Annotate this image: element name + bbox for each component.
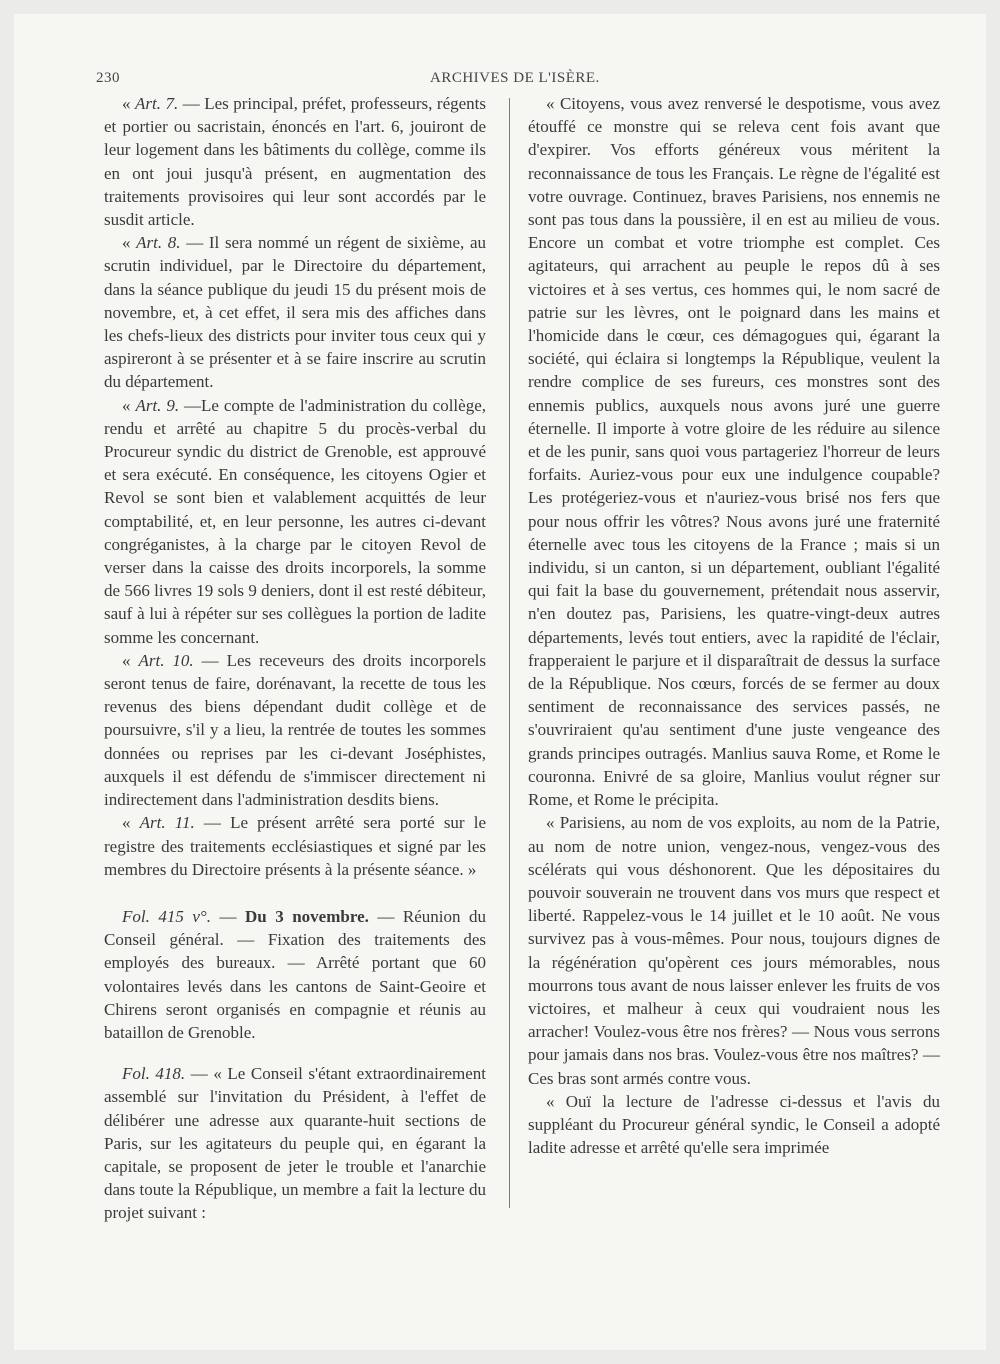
quote-mark: « bbox=[122, 233, 137, 253]
article-label: Art. 9. bbox=[135, 395, 180, 415]
left-column bbox=[104, 92, 486, 1225]
address-paragraph-2: « Parisiens, au nom de vos exploits, au nom de la Patrie, au nom de notre union, vengez-nous, vengez-vous des scélérats qui vous déshonorent. Que les dépositaires du pouvoir souverain ne trouvent dans vos murs que respect et liberté. Rappelez-vous le 14 juillet et le 10 août. Ne vous survivez pas à vous-mêmes. Pour nous, toujours dignes de la régénération qu'opèrent ces jours mémorables, nous mourrons tous avant de nous laisser enlever les fruits de vos victoires, et malheur à ceux qui voudraient nous les arracher! Voulez-vous être nos frères? — Nous vous serrons pour jamais dans nos bras. Voulez-vous être nos maîtres? — Ces bras sont armés contre vous. bbox=[528, 813, 940, 1088]
folio-label: Fol. 418. bbox=[122, 1064, 186, 1084]
article-label: Art. 8. bbox=[136, 233, 181, 253]
quote-mark: « bbox=[122, 94, 135, 113]
entry-date: Du 3 novembre. bbox=[244, 906, 369, 926]
quote-mark: « bbox=[122, 650, 139, 670]
article-label: Art. 10. bbox=[138, 650, 194, 670]
quote-mark: « bbox=[122, 813, 140, 833]
address-paragraph-1: « Citoyens, vous avez renversé le despotisme, vous avez étouffé ce monstre qui se releva cent fois avant que d'expirer. Vos efforts généreux vous méritent la reconnaissance de tous les Français. Le règne de l'égalité est votre ouvrage. Continuez, braves Parisiens, nos ennemis ne sont pas tous dans la poussière, il en est au milieu de vous. Encore un combat et votre triomphe est complet. Ces agitateurs, qui arrachent au peuple le repos dû à ses victoires et à ses vertus, ces hommes qui, le nom sacré de patrie sur les lèvres, ont le poignard dans les mains et l'homicide dans le cœur, ces démagogues qui, égarant la société, qui éclaira si longtemps la République, veulent la rendre complice de ses fureurs, ces monstres sont des ennemis publics, auxquels nous avons juré une guerre éternelle. Il importe à votre gloire de les réduire au silence et de les punir, sans quoi vous partageriez l'horreur de leurs forfaits. Auriez-vous pour eux une indulgence coupable? Les protégeriez-vous et n'auriez-vous brisé nos fers que pour nous offrir les vôtres? Nous avons juré une fraternité éternelle avec tous les citoyens de la France ; mais si un individu, si un canton, si un département, oubliant l'égalité qui fait la base du gouvernement, prétendait nous asservir, n'en doutez pas, Parisiens, les quatre-vingt-deux autres départements, levés tout entiers, avec la rapidité de l'éclair, frapperaient le parjure et il disparaîtrait de dessus la surface de la République. Nos cœurs, forcés de se fermer au doux sentiment de reconnaissance des services passés, ne s'ouvriraient qu'au sentiment d'une juste vengeance des grands principes outragés. Manlius sauva Rome, et Rome le couronna. Enivré de sa gloire, Manlius voulut régner sur Rome, et Rome le précipita. bbox=[528, 94, 940, 810]
folio-415-entry bbox=[104, 905, 486, 1044]
column-divider bbox=[509, 98, 510, 1208]
article-8-paragraph bbox=[104, 231, 486, 393]
entry-text: — « Le Conseil s'étant extraordinairement assemblé sur l'invitation du Président, à l'effet de délibérer une adresse aux quarante-huit sections de Paris, sur les agitateurs du peuple qui, en égarant la capitale, se proposent de jeter le trouble et l'anarchie dans toute la République, un membre a fait la lecture du projet suivant : bbox=[104, 1064, 487, 1223]
dash: — bbox=[210, 906, 245, 926]
page-number: 230 bbox=[96, 70, 120, 86]
article-label: Art. 7. bbox=[135, 94, 179, 113]
article-text: — Le présent arrêté sera porté sur le registre des traitements ecclésiastiques et signé par les membres du Directoire présents à la présente séance. » bbox=[104, 813, 487, 879]
right-column bbox=[528, 92, 940, 1159]
folio-label: Fol. 415 v°. bbox=[122, 906, 211, 926]
quote-mark: « bbox=[122, 395, 136, 415]
resolution-paragraph: « Ouï la lecture de l'adresse ci-dessus et l'avis du suppléant du Procureur général syndic, le Conseil a adopté ladite adresse et arrêté qu'elle sera imprimée bbox=[528, 1091, 940, 1158]
article-text: — Les principal, préfet, professeurs, régents et portier ou sacristain, énoncés en l'art. 6, jouiront de leur logement dans les bâtiments du collège, comme ils en ont joui jusqu'à présent, en augmentation des traitements provisoires qui leur sont accordés par le susdit article. bbox=[104, 94, 487, 230]
entry-text: — Réunion du Conseil général. — Fixation des traitements des employés des bureaux. — Arrêté portant que 60 volontaires levés dans les cantons de Saint-Geoire et Chirens seront organisés en compagnie et réunis au bataillon de Grenoble. bbox=[104, 906, 487, 1042]
folio-418-entry bbox=[104, 1062, 486, 1224]
article-text: — Les receveurs des droits incorporels seront tenus de faire, dorénavant, la recette de tous les revenus des biens dépendant dudit collège et de poursuivre, s'il y a lieu, la rentrée de toutes les sommes données ou reprises par les ci-devant Joséphistes, auxquels il est défendu de s'immiscer directement ni indirectement dans l'administration desdits biens. bbox=[104, 650, 486, 810]
article-7-paragraph bbox=[104, 92, 486, 231]
article-label: Art. 11. bbox=[139, 813, 195, 833]
article-9-paragraph bbox=[104, 394, 486, 649]
article-text: —Le compte de l'administration du collège, rendu et arrêté au chapitre 5 du procès-verbal du Procureur syndic du district de Grenoble, est approuvé et sera exécuté. En conséquence, les citoyens Ogier et Revol se sont bien et valablement acquittés de leur comptabilité, et, en leur personne, les autres ci-devant congréganistes, à la charge par le citoyen Revol de verser dans la caisse des droits incorporels, la somme de 566 livres 19 sols 9 deniers, dont il est resté débiteur, sauf à lui à répéter sur ses collègues la portion de ladite somme les concernant. bbox=[104, 395, 486, 647]
article-10-paragraph bbox=[104, 649, 486, 811]
running-title: ARCHIVES DE L'ISÈRE. bbox=[430, 70, 600, 86]
article-11-paragraph bbox=[104, 811, 486, 881]
article-text: — Il sera nommé un régent de sixième, au scrutin individuel, par le Directoire du département, dans la séance publique du jeudi 15 du présent mois de novembre, et, à cet effet, il sera mis des affiches dans les chefs-lieux des districts pour inviter tous ceux qui y aspireront à se présenter et à se faire inscrire au scrutin du département. bbox=[104, 233, 486, 392]
